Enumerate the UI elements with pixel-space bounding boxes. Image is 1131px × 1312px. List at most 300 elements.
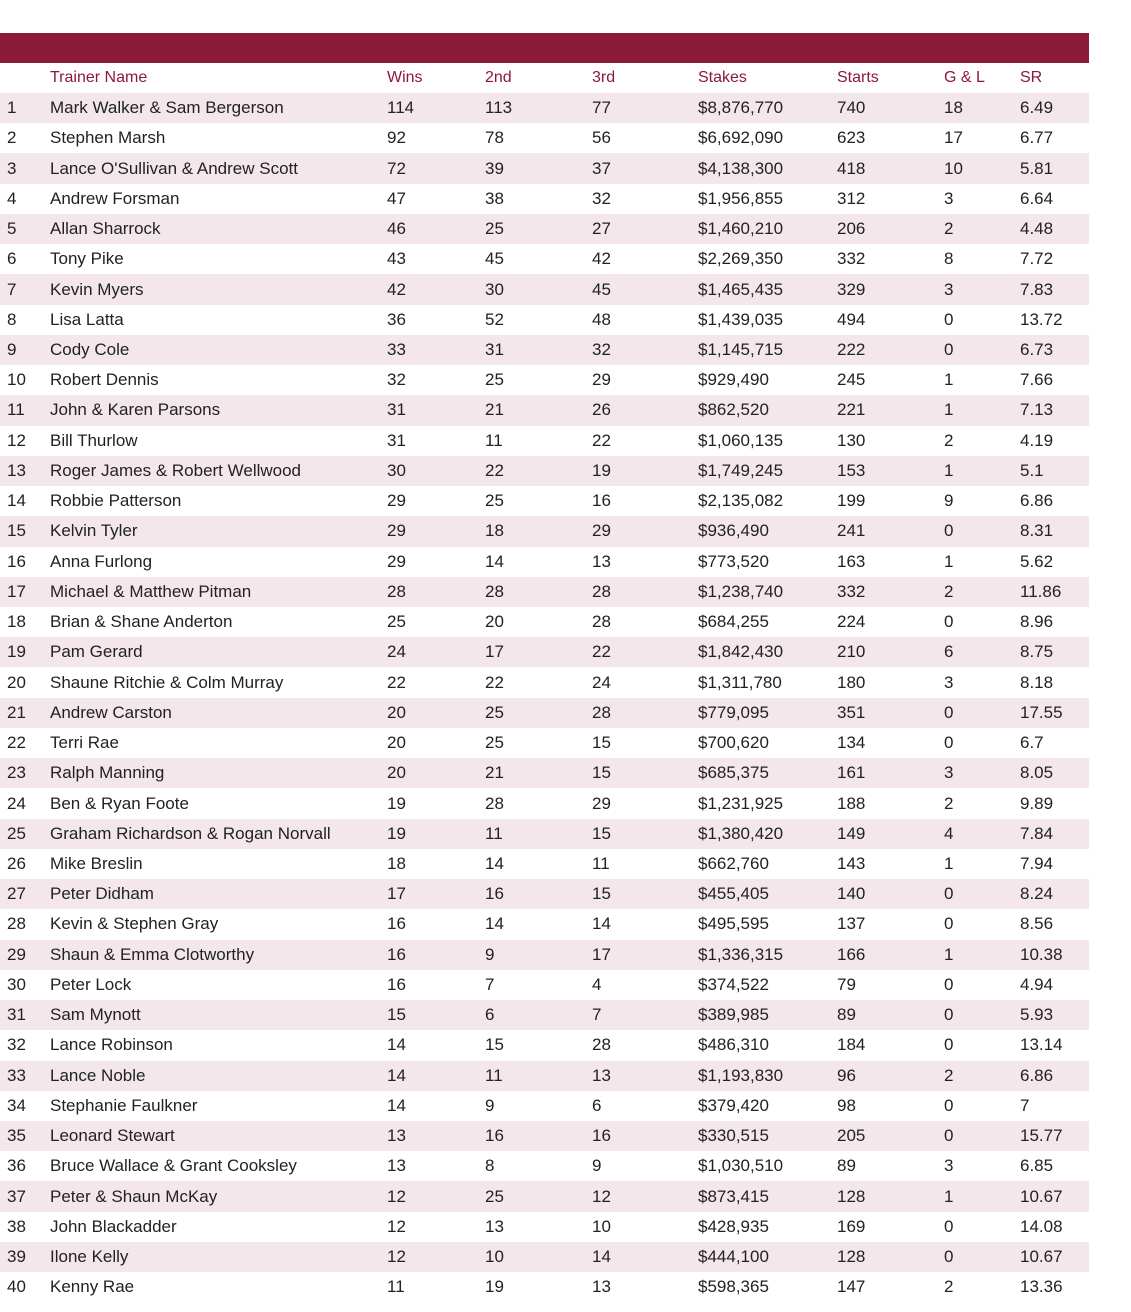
third-cell: 26 <box>592 395 698 425</box>
g-and-l-cell: 2 <box>944 214 1020 244</box>
second-cell: 22 <box>485 456 592 486</box>
starts-cell: 180 <box>837 667 944 697</box>
wins-cell: 14 <box>387 1030 485 1060</box>
header-second: 2nd <box>485 69 512 86</box>
second-cell: 25 <box>485 214 592 244</box>
second-cell: 22 <box>485 667 592 697</box>
stakes-cell: $444,100 <box>698 1242 837 1272</box>
third-cell: 13 <box>592 547 698 577</box>
table-row <box>0 395 1089 425</box>
second-cell: 113 <box>485 93 592 123</box>
sr-cell: 7.66 <box>1020 365 1089 395</box>
starts-cell: 623 <box>837 123 944 153</box>
starts-cell: 329 <box>837 274 944 304</box>
second-cell: 14 <box>485 849 592 879</box>
g-and-l-cell: 0 <box>944 607 1020 637</box>
trainer-name-cell: Kelvin Tyler <box>50 516 387 546</box>
g-and-l-cell: 10 <box>944 153 1020 183</box>
table-row <box>0 516 1089 546</box>
third-cell: 15 <box>592 879 698 909</box>
second-cell: 7 <box>485 970 592 1000</box>
wins-cell: 36 <box>387 305 485 335</box>
wins-cell: 29 <box>387 486 485 516</box>
table-row <box>0 1181 1089 1211</box>
second-cell: 25 <box>485 698 592 728</box>
table-row <box>0 547 1089 577</box>
trainer-name-cell: Lance O'Sullivan & Andrew Scott <box>50 153 387 183</box>
starts-cell: 166 <box>837 940 944 970</box>
stakes-cell: $1,842,430 <box>698 637 837 667</box>
starts-cell: 241 <box>837 516 944 546</box>
table-row <box>0 698 1089 728</box>
wins-cell: 31 <box>387 395 485 425</box>
starts-cell: 221 <box>837 395 944 425</box>
sr-cell: 5.93 <box>1020 1000 1089 1030</box>
g-and-l-cell: 3 <box>944 274 1020 304</box>
stakes-cell: $873,415 <box>698 1181 837 1211</box>
third-cell: 9 <box>592 1151 698 1181</box>
rank-cell: 34 <box>0 1091 50 1121</box>
wins-cell: 19 <box>387 819 485 849</box>
rank-cell: 32 <box>0 1030 50 1060</box>
trainer-name-cell: Andrew Carston <box>50 698 387 728</box>
g-and-l-cell: 9 <box>944 486 1020 516</box>
rank-cell: 36 <box>0 1151 50 1181</box>
table-row <box>0 244 1089 274</box>
wins-cell: 22 <box>387 667 485 697</box>
trainer-name-cell: Ilone Kelly <box>50 1242 387 1272</box>
wins-cell: 24 <box>387 637 485 667</box>
starts-cell: 188 <box>837 788 944 818</box>
sr-cell: 8.24 <box>1020 879 1089 909</box>
wins-cell: 20 <box>387 698 485 728</box>
g-and-l-cell: 0 <box>944 335 1020 365</box>
table-row <box>0 274 1089 304</box>
third-cell: 77 <box>592 93 698 123</box>
second-cell: 8 <box>485 1151 592 1181</box>
table-row <box>0 728 1089 758</box>
wins-cell: 29 <box>387 516 485 546</box>
sr-cell: 6.7 <box>1020 728 1089 758</box>
trainer-name-cell: Mark Walker & Sam Bergerson <box>50 93 387 123</box>
wins-cell: 42 <box>387 274 485 304</box>
trainer-name-cell: Lance Noble <box>50 1061 387 1091</box>
starts-cell: 134 <box>837 728 944 758</box>
rank-cell: 9 <box>0 335 50 365</box>
g-and-l-cell: 17 <box>944 123 1020 153</box>
g-and-l-cell: 0 <box>944 1242 1020 1272</box>
rank-cell: 38 <box>0 1212 50 1242</box>
g-and-l-cell: 2 <box>944 788 1020 818</box>
third-cell: 32 <box>592 335 698 365</box>
g-and-l-cell: 0 <box>944 516 1020 546</box>
g-and-l-cell: 0 <box>944 728 1020 758</box>
g-and-l-cell: 0 <box>944 909 1020 939</box>
rank-cell: 1 <box>0 93 50 123</box>
table-row <box>0 93 1089 123</box>
stakes-cell: $330,515 <box>698 1121 837 1151</box>
second-cell: 52 <box>485 305 592 335</box>
rank-cell: 19 <box>0 637 50 667</box>
third-cell: 15 <box>592 758 698 788</box>
rank-cell: 30 <box>0 970 50 1000</box>
sr-cell: 7.13 <box>1020 395 1089 425</box>
sr-cell: 8.56 <box>1020 909 1089 939</box>
stakes-cell: $685,375 <box>698 758 837 788</box>
starts-cell: 312 <box>837 184 944 214</box>
g-and-l-cell: 3 <box>944 758 1020 788</box>
rank-cell: 17 <box>0 577 50 607</box>
trainer-name-cell: Robbie Patterson <box>50 486 387 516</box>
wins-cell: 14 <box>387 1091 485 1121</box>
rank-cell: 24 <box>0 788 50 818</box>
trainer-name-cell: Stephen Marsh <box>50 123 387 153</box>
g-and-l-cell: 0 <box>944 1000 1020 1030</box>
third-cell: 16 <box>592 1121 698 1151</box>
rank-cell: 12 <box>0 426 50 456</box>
trainer-table <box>0 63 1089 1302</box>
g-and-l-cell: 1 <box>944 365 1020 395</box>
third-cell: 56 <box>592 123 698 153</box>
trainer-name-cell: Andrew Forsman <box>50 184 387 214</box>
rank-cell: 11 <box>0 395 50 425</box>
wins-cell: 29 <box>387 547 485 577</box>
sr-cell: 6.73 <box>1020 335 1089 365</box>
wins-cell: 15 <box>387 1000 485 1030</box>
stakes-cell: $662,760 <box>698 849 837 879</box>
stakes-cell: $929,490 <box>698 365 837 395</box>
wins-cell: 30 <box>387 456 485 486</box>
trainer-name-cell: Bruce Wallace & Grant Cooksley <box>50 1151 387 1181</box>
g-and-l-cell: 1 <box>944 456 1020 486</box>
starts-cell: 199 <box>837 486 944 516</box>
table-row <box>0 1121 1089 1151</box>
rank-cell: 25 <box>0 819 50 849</box>
sr-cell: 8.96 <box>1020 607 1089 637</box>
table-row <box>0 758 1089 788</box>
sr-cell: 7.72 <box>1020 244 1089 274</box>
third-cell: 6 <box>592 1091 698 1121</box>
third-cell: 16 <box>592 486 698 516</box>
second-cell: 14 <box>485 547 592 577</box>
rank-cell: 5 <box>0 214 50 244</box>
sr-cell: 8.75 <box>1020 637 1089 667</box>
rank-cell: 18 <box>0 607 50 637</box>
wins-cell: 47 <box>387 184 485 214</box>
starts-cell: 163 <box>837 547 944 577</box>
header-starts: Starts <box>837 69 879 86</box>
header-trainer-name: Trainer Name <box>50 69 148 86</box>
rank-cell: 31 <box>0 1000 50 1030</box>
g-and-l-cell: 0 <box>944 1030 1020 1060</box>
header-third: 3rd <box>592 69 616 86</box>
third-cell: 19 <box>592 456 698 486</box>
third-cell: 15 <box>592 728 698 758</box>
sr-cell: 6.49 <box>1020 93 1089 123</box>
rank-cell: 15 <box>0 516 50 546</box>
stakes-cell: $1,749,245 <box>698 456 837 486</box>
trainer-name-cell: Robert Dennis <box>50 365 387 395</box>
table-row <box>0 849 1089 879</box>
third-cell: 28 <box>592 577 698 607</box>
sr-cell: 4.48 <box>1020 214 1089 244</box>
sr-cell: 15.77 <box>1020 1121 1089 1151</box>
starts-cell: 128 <box>837 1181 944 1211</box>
wins-cell: 16 <box>387 970 485 1000</box>
stakes-cell: $1,460,210 <box>698 214 837 244</box>
table-row <box>0 577 1089 607</box>
g-and-l-cell: 1 <box>944 395 1020 425</box>
g-and-l-cell: 1 <box>944 547 1020 577</box>
rank-cell: 23 <box>0 758 50 788</box>
table-row <box>0 637 1089 667</box>
wins-cell: 12 <box>387 1212 485 1242</box>
table-row <box>0 667 1089 697</box>
stakes-cell: $862,520 <box>698 395 837 425</box>
third-cell: 45 <box>592 274 698 304</box>
trainer-name-cell: Kenny Rae <box>50 1272 387 1302</box>
stakes-cell: $936,490 <box>698 516 837 546</box>
stakes-cell: $773,520 <box>698 547 837 577</box>
wins-cell: 12 <box>387 1242 485 1272</box>
trainer-name-cell: Michael & Matthew Pitman <box>50 577 387 607</box>
sr-cell: 13.36 <box>1020 1272 1089 1302</box>
second-cell: 25 <box>485 1181 592 1211</box>
starts-cell: 169 <box>837 1212 944 1242</box>
wins-cell: 11 <box>387 1272 485 1302</box>
wins-cell: 46 <box>387 214 485 244</box>
rank-cell: 33 <box>0 1061 50 1091</box>
wins-cell: 25 <box>387 607 485 637</box>
second-cell: 20 <box>485 607 592 637</box>
second-cell: 15 <box>485 1030 592 1060</box>
stakes-cell: $2,269,350 <box>698 244 837 274</box>
second-cell: 21 <box>485 395 592 425</box>
stakes-cell: $684,255 <box>698 607 837 637</box>
table-row <box>0 909 1089 939</box>
stakes-cell: $598,365 <box>698 1272 837 1302</box>
rank-cell: 37 <box>0 1181 50 1211</box>
table-row <box>0 214 1089 244</box>
trainer-name-cell: John & Karen Parsons <box>50 395 387 425</box>
g-and-l-cell: 0 <box>944 1091 1020 1121</box>
starts-cell: 96 <box>837 1061 944 1091</box>
trainer-name-cell: Tony Pike <box>50 244 387 274</box>
trainer-name-cell: Lisa Latta <box>50 305 387 335</box>
header-g-and-l: G & L <box>944 69 985 86</box>
table-row <box>0 1061 1089 1091</box>
rank-cell: 2 <box>0 123 50 153</box>
stakes-cell: $486,310 <box>698 1030 837 1060</box>
sr-cell: 7 <box>1020 1091 1089 1121</box>
stakes-cell: $379,420 <box>698 1091 837 1121</box>
starts-cell: 494 <box>837 305 944 335</box>
wins-cell: 32 <box>387 365 485 395</box>
starts-cell: 418 <box>837 153 944 183</box>
wins-cell: 18 <box>387 849 485 879</box>
stakes-cell: $389,985 <box>698 1000 837 1030</box>
table-row <box>0 879 1089 909</box>
third-cell: 22 <box>592 426 698 456</box>
table-row <box>0 153 1089 183</box>
third-cell: 27 <box>592 214 698 244</box>
header-wins: Wins <box>387 69 423 86</box>
second-cell: 39 <box>485 153 592 183</box>
third-cell: 14 <box>592 1242 698 1272</box>
second-cell: 9 <box>485 940 592 970</box>
stakes-cell: $1,380,420 <box>698 819 837 849</box>
second-cell: 25 <box>485 728 592 758</box>
starts-cell: 205 <box>837 1121 944 1151</box>
sr-cell: 10.67 <box>1020 1181 1089 1211</box>
second-cell: 13 <box>485 1212 592 1242</box>
g-and-l-cell: 2 <box>944 1272 1020 1302</box>
stakes-cell: $1,060,135 <box>698 426 837 456</box>
wins-cell: 13 <box>387 1151 485 1181</box>
g-and-l-cell: 2 <box>944 426 1020 456</box>
stakes-cell: $455,405 <box>698 879 837 909</box>
sr-cell: 6.86 <box>1020 486 1089 516</box>
sr-cell: 6.64 <box>1020 184 1089 214</box>
g-and-l-cell: 8 <box>944 244 1020 274</box>
second-cell: 25 <box>485 365 592 395</box>
table-row <box>0 426 1089 456</box>
sr-cell: 6.85 <box>1020 1151 1089 1181</box>
third-cell: 12 <box>592 1181 698 1211</box>
third-cell: 32 <box>592 184 698 214</box>
sr-cell: 4.19 <box>1020 426 1089 456</box>
rank-cell: 6 <box>0 244 50 274</box>
table-row <box>0 305 1089 335</box>
wins-cell: 33 <box>387 335 485 365</box>
rank-cell: 7 <box>0 274 50 304</box>
sr-cell: 11.86 <box>1020 577 1089 607</box>
stakes-cell: $779,095 <box>698 698 837 728</box>
wins-cell: 31 <box>387 426 485 456</box>
stakes-cell: $1,231,925 <box>698 788 837 818</box>
table-row <box>0 456 1089 486</box>
stakes-cell: $495,595 <box>698 909 837 939</box>
sr-cell: 5.62 <box>1020 547 1089 577</box>
g-and-l-cell: 3 <box>944 667 1020 697</box>
trainer-name-cell: Allan Sharrock <box>50 214 387 244</box>
second-cell: 14 <box>485 909 592 939</box>
sr-cell: 6.77 <box>1020 123 1089 153</box>
table-row <box>0 335 1089 365</box>
wins-cell: 92 <box>387 123 485 153</box>
starts-cell: 161 <box>837 758 944 788</box>
stakes-cell: $1,465,435 <box>698 274 837 304</box>
trainer-name-cell: Peter & Shaun McKay <box>50 1181 387 1211</box>
third-cell: 42 <box>592 244 698 274</box>
starts-cell: 153 <box>837 456 944 486</box>
trainer-name-cell: Mike Breslin <box>50 849 387 879</box>
starts-cell: 89 <box>837 1000 944 1030</box>
starts-cell: 206 <box>837 214 944 244</box>
sr-cell: 10.67 <box>1020 1242 1089 1272</box>
g-and-l-cell: 0 <box>944 879 1020 909</box>
starts-cell: 137 <box>837 909 944 939</box>
title-banner <box>0 33 1089 63</box>
rank-cell: 22 <box>0 728 50 758</box>
sr-cell: 7.83 <box>1020 274 1089 304</box>
starts-cell: 245 <box>837 365 944 395</box>
second-cell: 10 <box>485 1242 592 1272</box>
rank-cell: 20 <box>0 667 50 697</box>
third-cell: 22 <box>592 637 698 667</box>
trainer-name-cell: Ralph Manning <box>50 758 387 788</box>
third-cell: 11 <box>592 849 698 879</box>
wins-cell: 16 <box>387 909 485 939</box>
second-cell: 78 <box>485 123 592 153</box>
rank-cell: 27 <box>0 879 50 909</box>
header-rank <box>0 63 50 93</box>
trainer-name-cell: Graham Richardson & Rogan Norvall <box>50 819 387 849</box>
wins-cell: 72 <box>387 153 485 183</box>
third-cell: 4 <box>592 970 698 1000</box>
table-row <box>0 1212 1089 1242</box>
trainer-name-cell: Bill Thurlow <box>50 426 387 456</box>
sr-cell: 5.1 <box>1020 456 1089 486</box>
rank-cell: 10 <box>0 365 50 395</box>
wins-cell: 114 <box>387 93 485 123</box>
header-stakes: Stakes <box>698 69 747 86</box>
g-and-l-cell: 0 <box>944 1212 1020 1242</box>
trainer-name-cell: Sam Mynott <box>50 1000 387 1030</box>
rank-cell: 40 <box>0 1272 50 1302</box>
second-cell: 9 <box>485 1091 592 1121</box>
third-cell: 29 <box>592 788 698 818</box>
table-row <box>0 1030 1089 1060</box>
table-header-row <box>0 63 1089 93</box>
stakes-cell: $4,138,300 <box>698 153 837 183</box>
sr-cell: 8.31 <box>1020 516 1089 546</box>
starts-cell: 149 <box>837 819 944 849</box>
sr-cell: 8.05 <box>1020 758 1089 788</box>
second-cell: 31 <box>485 335 592 365</box>
third-cell: 13 <box>592 1061 698 1091</box>
trainer-name-cell: Roger James & Robert Wellwood <box>50 456 387 486</box>
second-cell: 16 <box>485 1121 592 1151</box>
sr-cell: 7.84 <box>1020 819 1089 849</box>
g-and-l-cell: 1 <box>944 849 1020 879</box>
stakes-cell: $700,620 <box>698 728 837 758</box>
trainer-name-cell: Peter Didham <box>50 879 387 909</box>
starts-cell: 332 <box>837 244 944 274</box>
g-and-l-cell: 4 <box>944 819 1020 849</box>
third-cell: 17 <box>592 940 698 970</box>
rank-cell: 4 <box>0 184 50 214</box>
trainer-name-cell: Brian & Shane Anderton <box>50 607 387 637</box>
table-row <box>0 1091 1089 1121</box>
second-cell: 18 <box>485 516 592 546</box>
second-cell: 6 <box>485 1000 592 1030</box>
sr-cell: 14.08 <box>1020 1212 1089 1242</box>
rank-cell: 8 <box>0 305 50 335</box>
stakes-cell: $1,238,740 <box>698 577 837 607</box>
third-cell: 14 <box>592 909 698 939</box>
third-cell: 29 <box>592 365 698 395</box>
second-cell: 21 <box>485 758 592 788</box>
trainer-name-cell: John Blackadder <box>50 1212 387 1242</box>
starts-cell: 143 <box>837 849 944 879</box>
third-cell: 48 <box>592 305 698 335</box>
sr-cell: 5.81 <box>1020 153 1089 183</box>
g-and-l-cell: 3 <box>944 1151 1020 1181</box>
starts-cell: 89 <box>837 1151 944 1181</box>
stakes-cell: $1,439,035 <box>698 305 837 335</box>
table-row <box>0 1151 1089 1181</box>
